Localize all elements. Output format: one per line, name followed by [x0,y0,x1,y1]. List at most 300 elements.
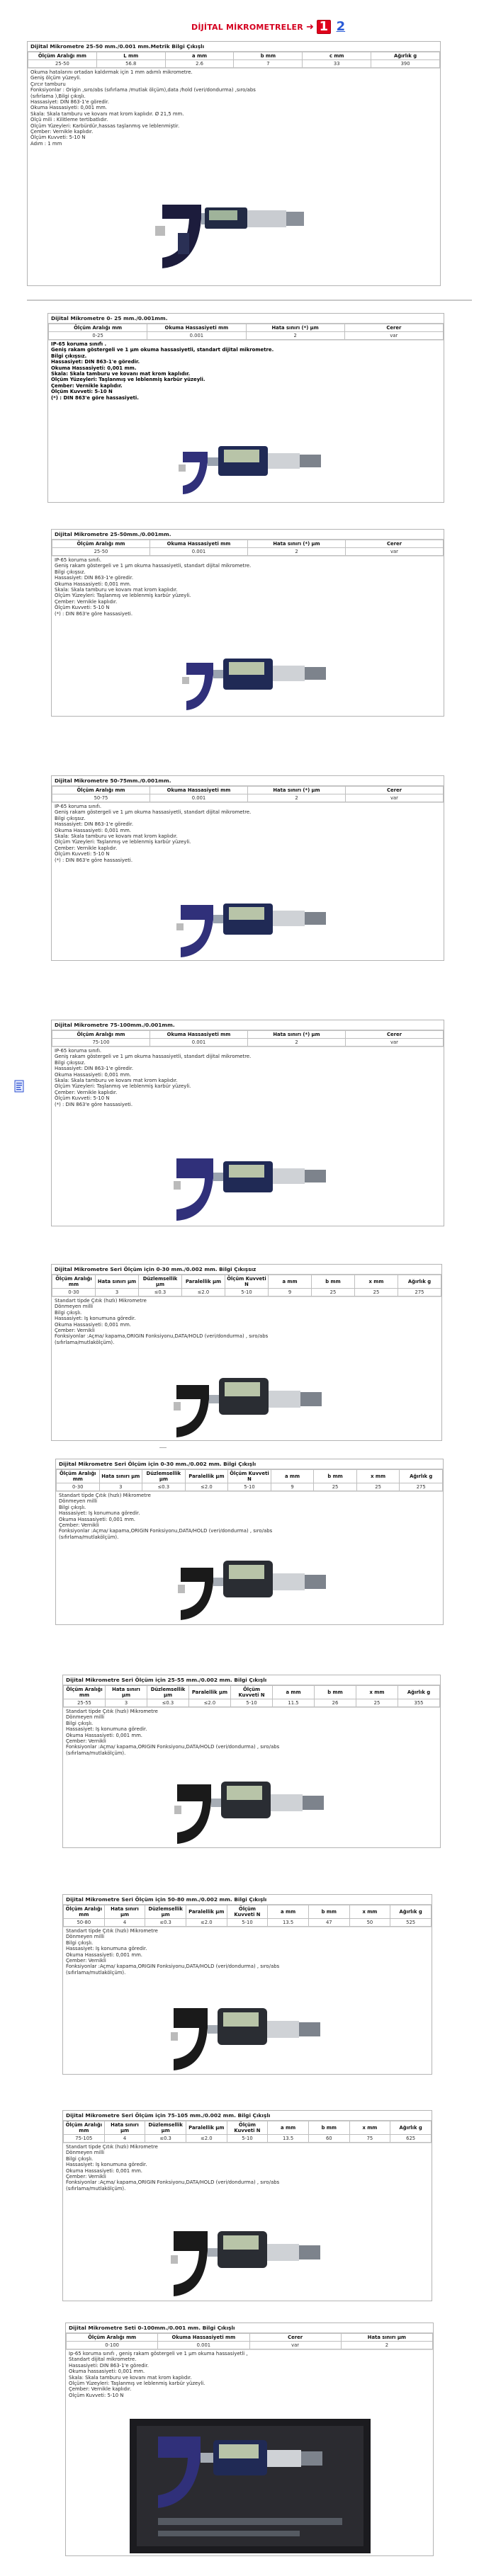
table-cell: ≤0.3 [142,1483,186,1491]
product-photo [169,438,332,498]
col-header: Ağırlık g [390,1905,432,1919]
product-block-3 [51,529,444,717]
page-title: DİJİTAL MİKROMETRELER [191,22,303,32]
desc-line: Hassasiyet: DIN 863-1'e göredir. [55,575,134,581]
micrometer-image [176,1555,332,1622]
desc-line: Ölçüm Kuvveti: 5-10 N [55,1095,110,1102]
table-cell: 5-10 [227,2135,268,2143]
desc-line: Çember: Vernikli [66,2174,106,2180]
table-cell: 4 [104,2135,145,2143]
col-header: Cerer [346,540,444,548]
col-header: Düzlemsellik µm [145,2121,186,2135]
desc-line: Standart tipde Çıtık (hızlı) Mikrometre [55,1298,147,1304]
desc-line: (*) : DIN 863'e göre hassasiyeti. [55,1101,133,1107]
desc-line: Hassasiyet: İş konumuna göredir. [66,1946,147,1952]
desc-line: IP-65 koruma sınıfı. [55,804,102,809]
table-cell: 5-10 [228,1483,271,1491]
desc-line: Standart tipde Çıtık (hızlı) Mikrometre [66,2144,158,2150]
col-header: Ölçüm Aralığı mm [64,1905,105,1919]
table-row [52,1039,444,1047]
col-header: Ölçüm Aralığı mm [64,2121,105,2135]
table-cell: 13.5 [268,2135,309,2143]
desc-line: Çember: Vernikle kaplıdır. [55,1089,118,1095]
product-photo [172,650,335,714]
product-block-7 [55,1459,444,1625]
product-block-11 [65,2323,434,2556]
spec-table [28,52,440,68]
table-cell: 0.001 [150,548,248,556]
desc-line: Okuma Hassasiyeti: 0,001 mm. [66,1732,142,1738]
desc-line: Skala: Skala tamburu ve kovanı mat krom kaplıdır. [55,833,178,840]
table-row [52,548,444,556]
micrometer-image [169,438,332,498]
col-header: Ölçüm Kuvveti N [228,1470,271,1483]
col-header: Ölçüm Aralığı mm [28,52,97,60]
col-header: L mm [96,52,165,60]
table-row [28,60,440,68]
table-cell: 0.001 [150,794,248,802]
desc-line: Hassasiyet: DIN 863-1'e göredir. [55,1066,134,1072]
table-cell: 0-100 [67,2342,158,2349]
col-header: Ölçüm Aralığı mm [52,1275,96,1289]
col-header: Cerer [344,324,443,332]
desc-line: Çember: Vernikli [66,1738,106,1745]
product-photo [169,2224,325,2298]
desc-line: Ölçüm Yüzeyleri: Taşlanmış ve leblenmiş karbür yüzeyli. [55,593,191,599]
desc-line: (*) : DIN 863'e göre hassasiyeti. [51,394,139,401]
col-header: Düzlemsellik µm [142,1470,186,1483]
page-link-2[interactable]: 2 [336,19,346,34]
desc-line: (*) : DIN 863'e göre hassasiyeti. [55,857,133,863]
desc-line: Okuma Hassasiyeti: 0,001 mm. [66,1951,142,1958]
desc-line: Ölçüm Kuvveti: 5-10 N [30,135,86,141]
spec-table [52,1275,441,1296]
desc-line: Ölçüm Kuvveti: 5-10 N [55,851,110,857]
desc-line: Okuma hassasiyeti: 0,001 mm. [69,2369,145,2375]
spec-table [48,324,444,340]
col-header: b mm [308,1905,349,1919]
table-cell: ≤0.3 [145,1919,186,1927]
table-row [64,1699,440,1707]
micrometer-image [172,1151,335,1222]
table-cell: 75 [349,2135,390,2143]
micrometer-image [172,650,335,714]
description [52,802,444,864]
block-title: Dijital Mikrometre 0- 25 mm./0.001mm. [48,314,444,324]
col-header: Düzlemsellik µm [147,1686,189,1699]
col-header: Hata sınırı µm [106,1686,147,1699]
table-cell: var [346,548,444,556]
product-block-8 [62,1675,441,1848]
table-cell: 5-10 [231,1699,273,1707]
table-cell: 0-30 [52,1289,96,1296]
col-header: Ölçüm Kuvveti N [231,1686,273,1699]
table-cell: 50 [349,1919,390,1927]
table-cell: 390 [371,60,440,68]
desc-line: (*) : DIN 863'e göre hassasiyeti. [55,610,133,617]
table-cell: 625 [390,2135,432,2143]
col-header: Ölçüm Aralığı mm [52,1031,150,1039]
desc-line: Bilgi çıkışsız. [55,1059,86,1066]
desc-line: Skala: Skala tamburu ve kovanı mat krom kaplıdır. Ø 21,5 mm. [30,110,184,117]
col-header: Hata sınırı µm [99,1470,142,1483]
desc-line: Ölçüm Yüzeyleri: Taşlanmış ve leblenmiş karbür yüzeyli. [55,839,191,845]
description [63,1927,432,1976]
micrometer-set-image [130,2419,371,2553]
desc-line: Bilgi çıkışsız. [55,569,86,575]
table-row [57,1483,443,1491]
col-header: Hata sınırı (*) µm [248,787,346,794]
col-header: Hata sınırı (*) µm [248,540,346,548]
table-cell: ≤2.0 [185,1483,228,1491]
desc-line: Ölçüm Yüzeyleri: Taşlanmış ve leblenmiş karbür yüzeyli. [69,2381,205,2387]
desc-line: Standart dijital mikrometre. [69,2356,137,2363]
desc-line: Ölçüm Yüzeyleri: Karbürdür,hassas taşlanmış ve leblenmiştir. [30,122,180,129]
col-header: Okuma Hassasiyeti mm [158,2334,249,2342]
desc-line: (sıfırlama/mutlakölçüm). [66,2185,126,2192]
desc-line: Okuma Hassasiyeti: 0,001 mm. [55,1071,131,1078]
block-title: Dijital Mikrometre Seri Ölçüm için 75-105 mm./0.002 mm. Bilgi Çıkışlı [63,2111,432,2121]
col-header: b mm [308,2121,349,2135]
desc-line: Geniş rakam göstergeli ve 1 µm okuma hassasiyetli, standart dijital mikrometre. [55,563,252,569]
desc-line: Bilgi çıkışsız. [55,815,86,821]
table-cell: 11.5 [273,1699,315,1707]
product-block-4 [51,775,444,961]
table-cell: 3 [106,1699,147,1707]
col-header: a mm [165,52,234,60]
table-row [49,332,444,340]
col-header: x mm [356,1470,400,1483]
table-cell: 26 [315,1699,356,1707]
col-header: Hata sınırı µm [96,1275,139,1289]
col-header: Ölçüm Aralığı mm [57,1470,100,1483]
desc-line: (sıfırlama ),Bilgi çıkışlı. [30,93,86,99]
desc-line: Hassasiyet: İş konumuna göredir. [59,1510,140,1517]
col-header: x mm [355,1275,398,1289]
desc-line: Fonksiyonlar : Origin ,sıro/abs (sıfırlama /mutlak ölçüm),data /hold (veri/dondurma) ,sıro/abs [30,87,256,93]
table-cell: var [344,332,443,340]
table-cell: 75-105 [64,2135,105,2143]
desc-line: Geniş rakam göstergeli ve 1 µm okuma hassasiyetli, standart dijital mikrometre. [51,347,274,353]
table-row [64,1919,432,1927]
col-header: Ölçüm Aralığı mm [52,540,150,548]
col-header: x mm [356,1686,398,1699]
desc-line: Dönmeyen milli [55,1304,94,1310]
col-header: Hata sınırı µm [104,2121,145,2135]
desc-line: Hassasiyeti: DIN 863-1'e göredir. [69,2362,149,2369]
table-cell: 25 [312,1289,355,1296]
block-title: Dijital Mikrometre Seri Ölçüm için 0-30 mm./0.002 mm. Bilgi Çıkışsız [52,1265,441,1275]
col-header: Ölçüm Kuvveti N [227,2121,268,2135]
col-header: Paralellik µm [189,1686,231,1699]
desc-line: Hassasiyet: İş konumuna göredir. [55,1316,136,1322]
col-header: Cerer [346,787,444,794]
spec-table [56,1469,443,1491]
col-header: Paralellik µm [186,1905,227,1919]
col-header: Okuma Hassasiyeti mm [150,787,248,794]
table-cell: 13.5 [268,1919,309,1927]
desc-line: Fonksiyonlar :Açma/ kapama,ORİGİN Fonksiyonu,DATA/HOLD (veri/dondurma) , sıro/abs [66,1744,280,1750]
product-photo [169,2001,325,2072]
table-cell: var [249,2342,341,2349]
document-icon[interactable] [14,1080,24,1093]
col-header: Ağırlık g [398,1275,441,1289]
col-header: Okuma Hassasiyeti mm [147,324,246,332]
table-cell: 25 [356,1483,400,1491]
desc-line: Ölçüm Kuvveti: 5-10 N [55,605,110,611]
desc-line: Çember: Vernikli [55,1328,95,1334]
micrometer-image [169,2224,325,2298]
table-cell: 33 [303,60,371,68]
desc-line: Okuma Hassasiyeti: 0,001 mm. [30,105,107,111]
table-row [52,1289,441,1296]
product-photo [172,1371,328,1440]
desc-line: Çember: Vernikle kaplıdır. [55,598,118,605]
spec-table [63,1685,440,1707]
col-header: Paralellik µm [185,1470,228,1483]
table-cell: 9 [271,1483,314,1491]
col-header: a mm [271,1470,314,1483]
block-title: Dijital Mikrometre Seti 0-100mm./0.001 mm. Bilgi Çıkışlı [66,2323,433,2333]
col-header: Cerer [346,1031,444,1039]
desc-line: (sıfırlama/mutlakölçüm). [66,1969,126,1976]
col-header: a mm [269,1275,312,1289]
desc-line: Adım : 1 mm [30,140,62,147]
desc-line: Çember: Vernikle kaplıdır. [30,129,94,135]
col-header: x mm [349,2121,390,2135]
table-cell: 2.6 [165,60,234,68]
desc-line: IP-65 koruma sınıfı. [55,1048,102,1054]
col-header: Ağırlık g [400,1470,443,1483]
table-cell: 2 [248,1039,346,1047]
desc-line: Dönmeyen milli [66,2150,105,2156]
page-link-1[interactable]: 1 [317,20,331,34]
block-title: Dijital Mikrometre 75-100mm./0.001mm. [52,1020,444,1030]
col-header: Paralellik µm [182,1275,225,1289]
desc-line: Bilgi çıkışlı. [66,2155,94,2162]
block-title: Dijital Mikrometre Seri Ölçüm için 0-30 mm./0.002 mm. Bilgi Çıkışlı [56,1459,443,1469]
page-header [191,18,348,35]
col-header: Ölçüm Aralığı mm [49,324,147,332]
table-cell: 2 [248,794,346,802]
table-row [64,2135,432,2143]
product-photo [172,895,335,959]
product-photo [130,2419,371,2553]
product-block-5 [51,1020,444,1226]
col-header: a mm [268,2121,309,2135]
col-header: Ağırlık g [398,1686,440,1699]
table-cell: 3 [96,1289,139,1296]
col-header: Ölçüm Aralığı mm [67,2334,158,2342]
spec-table [63,1905,432,1927]
spec-table [52,1030,444,1047]
product-block-1 [27,41,441,286]
desc-line: IP-65 koruma sınıfı . [51,341,107,347]
col-header: Hata sınırı (*) µm [248,1031,346,1039]
desc-line: Ölçüm Kuvveti: 5-10 N [51,389,113,395]
desc-line: Çember: Vernikle kaplıdır. [55,845,118,851]
desc-line: Dönmeyen milli [66,1714,105,1721]
desc-line: (sıfırlama/mutlakölçüm). [59,1534,119,1540]
spec-table [63,2121,432,2143]
desc-line: Ip-65 koruma sınıfı , geniş rakam göstergeli ve 1 µm okuma hassasiyetli , [69,2351,248,2356]
desc-line: Fonksiyonlar :Açma/ kapama,ORİGİN Fonksiyonu,DATA/HOLD (veri/dondurma) , sıro/abs [59,1528,273,1534]
table-cell: 0-30 [57,1483,100,1491]
desc-line: Hassasiyet: İş konumuna göredir. [66,1726,147,1733]
table-cell: 2 [248,548,346,556]
col-header: Düzlemsellik µm [145,1905,186,1919]
spec-table [52,540,444,556]
desc-line: Okuma Hassasiyeti: 0,001 mm. [59,1516,135,1522]
table-cell: 5-10 [225,1289,269,1296]
arrow-right-icon: ➜ [305,21,314,33]
desc-line: Okuma hatalarını ortadan kaldırmak için 1 mm adımlı mikrometre. [30,69,193,75]
desc-line: Hassasiyet: İş konumuna göredir. [66,2162,147,2168]
table-cell: 25-50 [28,60,97,68]
desc-line: Bilgi çıkışlı. [59,1504,86,1510]
table-cell: 50-80 [64,1919,105,1927]
table-cell: ≤2.0 [182,1289,225,1296]
product-block-6 [51,1264,442,1441]
block-title: Dijital Mikrometre 25-50mm./0.001mm. [52,530,444,540]
desc-line: Çember: Vernikle kaplıdır. [69,2386,132,2393]
col-header: a mm [268,1905,309,1919]
description [63,2143,432,2192]
description [52,556,444,617]
table-cell: 275 [398,1289,441,1296]
desc-line: Bilgi çıkışlı. [55,1309,82,1316]
table-cell: ≤0.3 [147,1699,189,1707]
table-cell: 525 [390,1919,432,1927]
product-photo [176,1555,332,1622]
divider [159,1447,167,1448]
description [63,1707,440,1757]
desc-line: (sıfırlama/mutlakölçüm). [55,1339,115,1345]
col-header: a mm [273,1686,315,1699]
desc-line: Çırcır tamburu [30,81,66,87]
table-cell: 56.8 [96,60,165,68]
spec-table [52,786,444,802]
col-header: Ölçüm Kuvveti N [225,1275,269,1289]
table-cell: 25 [356,1699,398,1707]
product-photo [134,198,311,279]
table-cell: ≤2.0 [186,2135,227,2143]
table-cell: 5-10 [227,1919,268,1927]
col-header: Ağırlık g [390,2121,432,2135]
product-photo [172,1151,335,1222]
col-header: Ölçüm Aralığı mm [64,1686,106,1699]
desc-line: Çember: Vernikli [66,1958,106,1964]
table-cell: 25-55 [64,1699,106,1707]
description [48,340,444,401]
micrometer-image [172,1371,328,1440]
col-header: x mm [349,1905,390,1919]
col-header: Okuma Hassasiyeti mm [150,1031,248,1039]
table-cell: 60 [308,2135,349,2143]
col-header: b mm [314,1470,357,1483]
desc-line: Dönmeyen milli [59,1498,98,1505]
desc-line: Okuma Hassasiyeti: 0,001 mm. [55,581,131,587]
table-cell: 0.001 [158,2342,249,2349]
desc-line: Çember: Vernikli [59,1522,99,1529]
table-cell: 4 [104,1919,145,1927]
table-cell: 2 [341,2342,432,2349]
col-header: Hata sınırı µm [104,1905,145,1919]
table-cell: 9 [269,1289,312,1296]
desc-line: IP-65 koruma sınıfı. [55,557,102,563]
table-row [52,794,444,802]
divider [27,300,472,301]
desc-line: Bilgi çıkışlı. [66,1720,94,1726]
table-cell: 3 [99,1483,142,1491]
table-cell: 0-25 [49,332,147,340]
product-block-10 [62,2110,432,2301]
table-cell: 75-100 [52,1039,150,1047]
col-header: Ölçüm Aralığı mm [52,787,150,794]
col-header: Hata sınırı µm [341,2334,432,2342]
product-photo [173,1774,329,1845]
table-row [67,2342,433,2349]
desc-line: Ölçü mili : Kilitleme tertibatlıdır. [30,117,108,123]
desc-line: Ölçüm Yüzeyleri: Taşlanmış ve leblenmiş karbür yüzeyli. [55,1083,191,1090]
desc-line: Okuma Hassasiyeti: 0,001 mm. [66,2167,142,2174]
col-header: Düzlemsellik µm [139,1275,182,1289]
product-block-2 [47,313,444,503]
col-header: Okuma Hassasiyeti mm [150,540,248,548]
desc-line: Bilgi çıkışlı. [66,1939,94,1946]
table-cell: 7 [234,60,303,68]
table-cell: 2 [246,332,344,340]
col-header: b mm [312,1275,355,1289]
col-header: b mm [234,52,303,60]
description [56,1491,443,1541]
desc-line: Hassasiyet: DIN 863-1'e göredir. [30,99,110,106]
desc-line: Skala: Skala tamburu ve kovanı mat krom kaplıdır. [55,587,178,593]
spec-table [66,2333,433,2349]
product-block-9 [62,1894,432,2075]
block-title: Dijital Mikrometre Seri Ölçüm için 25-55 mm./0.002 mm. Bilgi Çıkışlı [63,1675,440,1685]
desc-line: Skala: Skala tamburu ve kovanı mat krom kaplıdır. [51,371,191,377]
desc-line: Fonksiyonlar :Açma/ kapama,ORİGİN Fonksiyonu,DATA/HOLD (veri/dondurma) , sıro/abs [66,2179,280,2186]
table-cell: 25 [355,1289,398,1296]
micrometer-image [173,1774,329,1845]
description [66,2349,433,2399]
desc-line: Hassasiyet: DIN 863-1'e göredir. [55,821,134,828]
desc-line: Ölçüm Yüzeyleri: Taşlanmış ve leblenmiş karbür yüzeyli. [51,377,205,383]
block-title: Dijital Mikrometre 25-50 mm./0.001 mm.Metrik Bilgi Çıkışlı [28,42,440,52]
table-cell: 355 [398,1699,440,1707]
table-cell: 25-50 [52,548,150,556]
table-cell: ≤0.3 [145,2135,186,2143]
table-cell: ≤0.3 [139,1289,182,1296]
table-cell: ≤2.0 [186,1919,227,1927]
col-header: Ağırlık g [371,52,440,60]
desc-line: (sıfırlama/mutlakölçüm). [66,1750,126,1756]
micrometer-image [169,2001,325,2072]
desc-line: Çember: Vernikle kaplıdır. [51,382,123,389]
col-header: Ölçüm Kuvveti N [227,1905,268,1919]
table-cell: 0.001 [147,332,246,340]
col-header: Paralellik µm [186,2121,227,2135]
desc-line: Skala: Skala tamburu ve kovanı mat krom kaplıdır. [55,1078,178,1084]
micrometer-image [134,198,311,279]
desc-line: Fonksiyonlar :Açma/ kapama,ORİGİN Fonksiyonu,DATA/HOLD (veri/dondurma) , sıro/abs [55,1333,269,1340]
desc-line: Fonksiyonlar :Açma/ kapama,ORİGİN Fonksiyonu,DATA/HOLD (veri/dondurma) , sıro/abs [66,1964,280,1970]
desc-line: Skala: Skala tamburu ve kovanı mat krom kaplıdır. [69,2374,192,2381]
block-title: Dijital Mikrometre Seri Ölçüm için 50-80 mm./0.002 mm. Bilgi Çıkışlı [63,1895,432,1905]
description [28,68,440,147]
table-cell: 50-75 [52,794,150,802]
